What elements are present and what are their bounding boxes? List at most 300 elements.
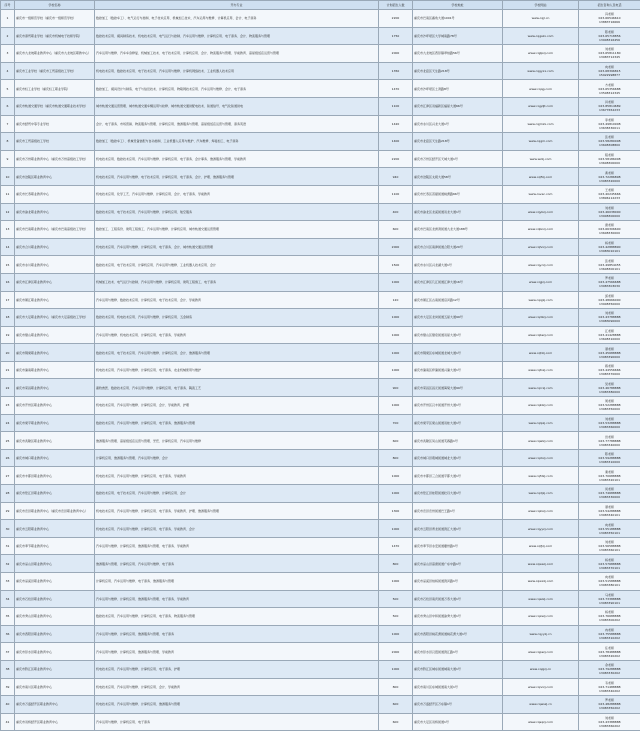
- school-name: 重庆市武隆区职业教育中心: [15, 432, 95, 450]
- plan-count: 1470: [379, 80, 413, 98]
- contact: 向老师 023-55188888 13983350101: [579, 520, 640, 538]
- school-name: 重庆市长寿职业教育中心: [15, 185, 95, 203]
- plan-count: 1100: [379, 185, 413, 203]
- website[interactable]: www.cqqjzj.com: [503, 291, 579, 309]
- majors: 数控技术应用、电子技术应用、计算机应用、汽车运用与维修、工业机器人技术应用、会计: [95, 256, 379, 274]
- plan-count: 600: [379, 696, 413, 714]
- majors: 汽车运用与维修、数控技术应用、计算机应用、电子技术应用、会计、学前教育: [95, 291, 379, 309]
- website[interactable]: www.cqdzzj.com: [503, 309, 579, 327]
- plan-count: 400: [379, 203, 413, 221]
- row-index: 8: [1, 133, 15, 151]
- contact: 韦老师 023-71488888 13983340202: [579, 678, 640, 696]
- website[interactable]: www.cqlpzj.com: [503, 414, 579, 432]
- address: 重庆市垫江县桂阳街道牡丹大道1号: [413, 485, 503, 503]
- school-name: 重庆市石柱县职业教育中心: [15, 590, 95, 608]
- table-row: [1, 326, 640, 344]
- school-name: 重庆市云阳职业教育中心: [15, 520, 95, 538]
- majors: 计算机应用、旅游服务与管理、汽车运用与维修、会计: [95, 449, 379, 467]
- website[interactable]: www.cqtnzj.com: [503, 361, 579, 379]
- website[interactable]: www.cqgm.com: [503, 133, 579, 151]
- website[interactable]: www.cqwszj.cn: [503, 696, 579, 714]
- row-index: 31: [1, 537, 15, 555]
- header-row: [1, 1, 640, 10]
- website[interactable]: www.cqjlpzj.com: [503, 45, 579, 63]
- school-name: 重庆市梁平职业教育中心: [15, 414, 95, 432]
- website[interactable]: www.cqfdzj.com: [503, 467, 579, 485]
- plan-count: 1500: [379, 256, 413, 274]
- address: 重庆市渝北区龙溪街道双龙大道1号: [413, 203, 503, 221]
- majors: 会计、电子商务、市场营销、物流服务与管理、计算机应用、旅游服务与管理、高星级饭店运营与管理、商务英语: [95, 115, 379, 133]
- row-index: 9: [1, 150, 15, 168]
- majors: 机电技术应用、汽车运用与维修、计算机应用、电子商务、学前教育、会计: [95, 520, 379, 538]
- address: 重庆市沙坪坝区大学城南路78号: [413, 27, 503, 45]
- contact: 程老师 023-58186008 13608300000: [579, 150, 640, 168]
- table-row: [1, 168, 640, 186]
- plan-count: 800: [379, 449, 413, 467]
- school-name: 重庆市轨道交通学校（重庆市轨道交通职业技术学校）: [15, 97, 95, 115]
- table-row: [1, 485, 640, 503]
- majors: 旅游服务与管理、高星级饭店运营与管理、烹饪、计算机应用、汽车运用与维修: [95, 432, 379, 450]
- school-name: 重庆市铜梁职业教育中心: [15, 344, 95, 362]
- plan-count: 500: [379, 608, 413, 626]
- plan-count: 600: [379, 221, 413, 239]
- table-row: [1, 27, 640, 45]
- contact: 刘老师 023-43388888 13983360202: [579, 713, 640, 731]
- table-row: [1, 555, 640, 573]
- plan-count: 2200: [379, 10, 413, 28]
- plan-count: 1350: [379, 62, 413, 80]
- contact: 杨老师 023-57688888 13983370101: [579, 555, 640, 573]
- row-index: 17: [1, 291, 15, 309]
- address: 重庆市酉阳县桃花源街道桃花源大道1号: [413, 625, 503, 643]
- address: 重庆市长寿区菩提街道桃源路66号: [413, 185, 503, 203]
- row-index: 38: [1, 660, 15, 678]
- majors: 机电技术应用、汽车运用与维修、计算机应用、电子商务、学前教育: [95, 467, 379, 485]
- row-index: 13: [1, 221, 15, 239]
- row-index: 15: [1, 256, 15, 274]
- address: 重庆市万盛经开区万东镇1号: [413, 696, 503, 714]
- row-index: 40: [1, 696, 15, 714]
- table-row: [1, 291, 640, 309]
- plan-count: 1000: [379, 520, 413, 538]
- website[interactable]: www.cqhczj.com: [503, 238, 579, 256]
- majors: 汽车运用与维修、计算机应用、旅游服务与管理、电子商务、学前教育: [95, 537, 379, 555]
- table-row: [1, 573, 640, 591]
- address: 重庆市奉节县永安街道夔州路1号: [413, 537, 503, 555]
- majors: 旅游服务与管理、计算机应用、汽车运用与维修、电子商务: [95, 555, 379, 573]
- address: 重庆市北碚区天生路218号: [413, 133, 503, 151]
- website[interactable]: www.cqsqzj.com: [503, 713, 579, 731]
- plan-count: 120: [379, 291, 413, 309]
- table-row: [1, 608, 640, 626]
- website[interactable]: www.cqbszj.com: [503, 326, 579, 344]
- table-row: [1, 397, 640, 415]
- address: 重庆市南川区东城街道南大街1号: [413, 678, 503, 696]
- school-name: 重庆市经贸中等专业学校: [15, 115, 95, 133]
- majors: 数控加工、模具设计与制造、电子与信息技术、计算机应用、物联网技术应用、汽车运用与维修、会计、电子商务: [95, 80, 379, 98]
- table-row: [1, 238, 640, 256]
- school-name: 重庆市大足职业教育中心（重庆市大足高级技工学校）: [15, 309, 95, 327]
- website[interactable]: www.cqzxzj.com: [503, 502, 579, 520]
- row-index: 19: [1, 326, 15, 344]
- row-index: 6: [1, 97, 15, 115]
- header-plan: 计划招生人数: [379, 1, 413, 10]
- row-index: 24: [1, 414, 15, 432]
- contact: 谭老师 023-45688888 13983390000: [579, 344, 640, 362]
- majors: 城市轨道交通运营管理、城市轨道交通车辆运用与检修、城市轨道交通供配电技术、铁道信号、电气化铁道供电: [95, 97, 379, 115]
- contact: 黄老师 023-72286898 13983320000: [579, 168, 640, 186]
- contact: 冯老师 023-66546610 13883716666: [579, 10, 640, 28]
- website[interactable]: www.cqjjzj.com: [503, 273, 579, 291]
- row-index: 16: [1, 273, 15, 291]
- school-name: 重庆市酉阳县职业教育中心: [15, 625, 95, 643]
- address: 重庆市铜梁区东城街道龙城大道1号: [413, 344, 503, 362]
- plan-count: 1000: [379, 485, 413, 503]
- majors: 数控技术应用、机电技术应用、汽车运用与维修、计算机应用、五金制造: [95, 309, 379, 327]
- school-name: 重庆市巴南职业教育中心（重庆市巴南高级技工学校）: [15, 221, 95, 239]
- majors: 机电技术应用、汽车运用与维修、计算机应用、电子商务、护理: [95, 660, 379, 678]
- plan-count: 2000: [379, 45, 413, 63]
- contact: 陈老师 023-59288888 13983310000: [579, 449, 640, 467]
- header-address: 学校地址: [413, 1, 503, 10]
- website[interactable]: www.cqgszx.com: [503, 27, 579, 45]
- website[interactable]: www.cqyyzj.com: [503, 520, 579, 538]
- website[interactable]: www.cqnczj.com: [503, 678, 579, 696]
- table-row: [1, 713, 640, 731]
- table-row: [1, 678, 640, 696]
- website[interactable]: www.cqjl.cn: [503, 10, 579, 28]
- school-name: 重庆市渝北职业教育中心: [15, 203, 95, 221]
- contact: 田老师 023-77788888 13983340000: [579, 432, 640, 450]
- plan-count: 1000: [379, 273, 413, 291]
- majors: 数控加工（数控车工）、机械设备装配与自动控制、工业机器人应用与维护、汽车维修、焊接加工、电子商务: [95, 133, 379, 151]
- plan-count: 1000: [379, 361, 413, 379]
- contact: 李老师 023-49810908 13638330011: [579, 115, 640, 133]
- address: 重庆市大足区双桥街道1号: [413, 713, 503, 731]
- plan-count: 600: [379, 713, 413, 731]
- school-name: 重庆市双桥经开区职业教育中心: [15, 713, 95, 731]
- table-row: [1, 273, 640, 291]
- contact: 吴老师 023-46788888 13983380000: [579, 379, 640, 397]
- row-index: 3: [1, 45, 15, 63]
- row-index: 18: [1, 309, 15, 327]
- address: 重庆市潼南区梓潼街道兴潼大道1号: [413, 361, 503, 379]
- row-index: 11: [1, 185, 15, 203]
- address: 重庆市荣昌区昌元街道海棠大道99号: [413, 379, 503, 397]
- plan-count: 1000: [379, 326, 413, 344]
- table-row: [1, 150, 640, 168]
- header-majors: 开办专业: [95, 1, 379, 10]
- school-name: 重庆市奉节职业教育中心: [15, 537, 95, 555]
- school-name: 重庆市万州职业教育中心（重庆市万州高级技工学校）: [15, 150, 95, 168]
- school-name: 重庆市垫江县职业教育中心: [15, 485, 95, 503]
- table-row: [1, 10, 640, 28]
- majors: 机电技术应用、汽车运用与维修、计算机应用、电子商务、会计、城市轨道交通运营管理: [95, 238, 379, 256]
- row-index: 37: [1, 643, 15, 661]
- address: 重庆市云阳县青龙街道滨江大道1号: [413, 520, 503, 538]
- website[interactable]: www.cqrczj.com: [503, 379, 579, 397]
- majors: 数控技术应用、汽车运用与维修、计算机应用、电子商务、旅游服务与管理: [95, 414, 379, 432]
- contact: 蒋老师 023-44556666 13983370000: [579, 361, 640, 379]
- school-name: 重庆市巫溪县职业教育中心: [15, 573, 95, 591]
- majors: 汽车运用与维修、计算机应用、电子商务: [95, 713, 379, 731]
- majors: 数控技术应用、电子技术应用、汽车运用与维修、计算机应用、会计、旅游服务与管理: [95, 344, 379, 362]
- address: 重庆市永川区兴龙大道1号: [413, 115, 503, 133]
- row-index: 20: [1, 344, 15, 362]
- table-row: [1, 97, 640, 115]
- plan-count: 1000: [379, 573, 413, 591]
- majors: 数控技术应用、电子技术应用、汽车运用与维修、计算机应用、会计: [95, 485, 379, 503]
- school-name: 重庆市工贸高级技工学校: [15, 133, 95, 151]
- row-index: 23: [1, 397, 15, 415]
- website[interactable]: www.cqdjzj.com: [503, 485, 579, 503]
- row-index: 32: [1, 555, 15, 573]
- majors: 机电技术应用、化学工艺、汽车运用与维修、计算机应用、会计、电子商务、学前教育: [95, 185, 379, 203]
- plan-count: 1000: [379, 397, 413, 415]
- table-row: [1, 449, 640, 467]
- contact: 刘老师 023-46038000 13908300000: [579, 203, 640, 221]
- row-index: 41: [1, 713, 15, 731]
- table-row: [1, 696, 640, 714]
- table-row: [1, 414, 640, 432]
- address: 重庆市璧山区璧泉街道双星大道1号: [413, 326, 503, 344]
- website[interactable]: www.cqgyxx.com: [503, 62, 579, 80]
- plan-count: 600: [379, 432, 413, 450]
- majors: 机电技术应用、汽车运用与维修、计算机应用、电子商务、农业机械使用与维护: [95, 361, 379, 379]
- contact: 杨老师 023-76688888 13983300202: [579, 608, 640, 626]
- contact: 马老师 023-73388888 13983390101: [579, 590, 640, 608]
- address: 重庆市武隆区凤山街道芙蓉路1号: [413, 432, 503, 450]
- row-index: 30: [1, 520, 15, 538]
- row-index: 1: [1, 10, 15, 28]
- header-website: 学校网站: [503, 1, 579, 10]
- majors: 畜牧兽医、数控技术应用、汽车运用与维修、计算机应用、电子商务、陶瓷工艺: [95, 379, 379, 397]
- website[interactable]: www.cqflzj.com: [503, 168, 579, 186]
- website[interactable]: www.cqtlzj.com: [503, 344, 579, 362]
- row-index: 35: [1, 608, 15, 626]
- school-name: 重庆市荣昌职业教育中心: [15, 379, 95, 397]
- plan-count: 1000: [379, 625, 413, 643]
- majors: 机电技术应用、汽车运用与维修、计算机应用、会计、学前教育: [95, 678, 379, 696]
- school-name: 重庆市九龙坡职业教育中心（重庆市九龙坡区职教中心）: [15, 45, 95, 63]
- plan-count: 1100: [379, 97, 413, 115]
- school-name: 重庆市綦江职业教育中心: [15, 291, 95, 309]
- contact: 唐老师 023-66306600 13608330000: [579, 221, 640, 239]
- address: 重庆市涪陵区太极大道58号: [413, 168, 503, 186]
- table-row: [1, 309, 640, 327]
- plan-count: 1000: [379, 309, 413, 327]
- contact: 何老师 023-74688888 13983330000: [579, 485, 640, 503]
- header-school-name: 学校名称: [15, 1, 95, 10]
- plan-count: 1750: [379, 27, 413, 45]
- table-row: [1, 185, 640, 203]
- address: 重庆市城口县葛城街道城北大道1号: [413, 449, 503, 467]
- table-row: [1, 133, 640, 151]
- plan-count: 800: [379, 678, 413, 696]
- website[interactable]: www.wzzj.com: [503, 150, 579, 168]
- contact: 邱老师 023-48666000 13908350000: [579, 291, 640, 309]
- row-index: 33: [1, 573, 15, 591]
- address: 重庆市合川区南津街道合阳大道20号: [413, 238, 503, 256]
- address: 重庆市九龙坡区西彭镇翠柏路56号: [413, 45, 503, 63]
- header-index: 序号: [1, 1, 15, 10]
- table-row: [1, 115, 640, 133]
- table-row: [1, 502, 640, 520]
- contact: 江老师 023-41428888 13608310000: [579, 326, 640, 344]
- row-index: 7: [1, 115, 15, 133]
- majors: 机电技术应用、汽车运用与维修、计算机应用、会计、学前教育、护理: [95, 397, 379, 415]
- contact: 杨老师 023-42888890 13983010101: [579, 238, 640, 256]
- plan-count: 900: [379, 379, 413, 397]
- address: 重庆市丰都县三合街道平都大道1号: [413, 467, 503, 485]
- contact: 张老师 023-49854455 13608300101: [579, 256, 640, 274]
- plan-count: 2000: [379, 238, 413, 256]
- website[interactable]: www.cqjmzx.com: [503, 115, 579, 133]
- school-name: 重庆市忠县职业教育中心（重庆市忠县职业教育中心）: [15, 502, 95, 520]
- table-row: [1, 256, 640, 274]
- school-name: 重庆市涪陵区职业教育中心: [15, 168, 95, 186]
- majors: 计算机应用、汽车运用与维修、电子商务、旅游服务与管理: [95, 573, 379, 591]
- school-name: 重庆市城口职业教育中心: [15, 449, 95, 467]
- website[interactable]: www.cqyyzj.cn: [503, 625, 579, 643]
- row-index: 36: [1, 625, 15, 643]
- website[interactable]: www.cqckzj.com: [503, 449, 579, 467]
- contact: 周老师 023-52288888 13983350000: [579, 397, 640, 415]
- plan-count: 1470: [379, 537, 413, 555]
- website[interactable]: www.cqwxzj.com: [503, 573, 579, 591]
- table-row: [1, 379, 640, 397]
- table-row: [1, 537, 640, 555]
- website[interactable]: www.cqyczj.com: [503, 256, 579, 274]
- table-row: [1, 221, 640, 239]
- contact: 罗老师 023-47566688 13983303030: [579, 273, 640, 291]
- contact: 罗老师 023-48288888 13983350202: [579, 696, 640, 714]
- table-row: [1, 643, 640, 661]
- table-row: [1, 520, 640, 538]
- plan-count: 1000: [379, 344, 413, 362]
- table-row: [1, 590, 640, 608]
- contact: 秦老师 023-70688888 13983320101: [579, 467, 640, 485]
- majors: 机械加工技术、电气运行与控制、汽车运用与维修、计算机应用、建筑工程施工、电子商务: [95, 273, 379, 291]
- school-name: 重庆市商贸职业学校（重庆市机械电子技师学院）: [15, 27, 95, 45]
- address: 重庆市梁平区梁山街道双桂大道1号: [413, 414, 503, 432]
- address: 重庆市江津区几江街道江津大道16号: [413, 273, 503, 291]
- school-name: 重庆市秀山县职业教育中心: [15, 608, 95, 626]
- contact: 刘老师 023-65811180 13983712345: [579, 45, 640, 63]
- school-name: 重庆市黔江区职业教育中心: [15, 660, 95, 678]
- website[interactable]: www.cqszzj.com: [503, 590, 579, 608]
- majors: 汽车运用与维修、计算机应用、旅游服务与管理、电子商务、学前教育: [95, 590, 379, 608]
- address: 重庆市石柱县南宾街道万寿大道1号: [413, 590, 503, 608]
- table-row: [1, 344, 640, 362]
- school-name: 重庆市潼南职业教育中心: [15, 361, 95, 379]
- plan-count: 700: [379, 414, 413, 432]
- contact: 冉老师 023-75588888 13983310202: [579, 625, 640, 643]
- majors: 数控技术应用、模具制造技术、机电技术应用、电气运行与控制、汽车运用与维修、计算机应用、电子商务、会计、物流服务与管理: [95, 27, 379, 45]
- plan-count: 800: [379, 555, 413, 573]
- address: 重庆市綦江区古南街道沿河路12号: [413, 291, 503, 309]
- row-index: 5: [1, 80, 15, 98]
- majors: 机电技术应用、数控技术应用、电子技术应用、汽车运用与维修、计算机网络技术、工业机器人技术应用: [95, 62, 379, 80]
- table-row: [1, 432, 640, 450]
- contact: 任老师 023-78488888 13983320202: [579, 643, 640, 661]
- address: 重庆市巫山县高唐街道广东中路1号: [413, 555, 503, 573]
- address: 重庆市开州区汉丰街道开州大道1号: [413, 397, 503, 415]
- table-row: [1, 80, 640, 98]
- row-index: 39: [1, 678, 15, 696]
- plan-count: 2200: [379, 150, 413, 168]
- row-index: 14: [1, 238, 15, 256]
- majors: 机电技术应用、汽车运用与维修、计算机应用、电子商务、学前教育、护理、旅游服务与管理: [95, 502, 379, 520]
- website[interactable]: www.cqkzzj.com: [503, 397, 579, 415]
- majors: 汽车运用与维修、计算机应用、旅游服务与管理、电子商务: [95, 625, 379, 643]
- plan-count: 1000: [379, 660, 413, 678]
- website[interactable]: www.cqxszj.com: [503, 608, 579, 626]
- contact: 向老师 023-51588888 13983380101: [579, 573, 640, 591]
- table-row: [1, 660, 640, 678]
- table-row: [1, 467, 640, 485]
- row-index: 28: [1, 485, 15, 503]
- row-index: 25: [1, 432, 15, 450]
- website[interactable]: www.cqwlzj.com: [503, 432, 579, 450]
- school-name: 重庆市工业学校（重庆市工贸高级技工学校）: [15, 62, 95, 80]
- website[interactable]: www.cqbnzj.com: [503, 221, 579, 239]
- website[interactable]: www.cqfjzj.com: [503, 537, 579, 555]
- table-body: [1, 10, 640, 731]
- majors: 汽车运用与维修、汽车车身修复、机械加工技术、电子技术应用、计算机应用、会计、物流服务与管理、学前教育、高星级饭店运营与管理: [95, 45, 379, 63]
- table-row: [1, 361, 640, 379]
- address: 重庆市忠县忠州街道巴王路1号: [413, 502, 503, 520]
- school-name: 重庆市开州区职业教育中心: [15, 397, 95, 415]
- school-name: 重庆市彭水县职业教育中心: [15, 643, 95, 661]
- majors: 数控技术应用、电子技术应用、汽车运用与维修、计算机应用、航空服务: [95, 203, 379, 221]
- website[interactable]: www.cqwszj.com: [503, 555, 579, 573]
- school-name: 重庆市巫山县职业教育中心: [15, 555, 95, 573]
- website[interactable]: www.csvec.com: [503, 185, 579, 203]
- header-contact: 招生咨询人及电话: [579, 1, 640, 10]
- row-index: 22: [1, 379, 15, 397]
- address: 重庆市巴南区鹿角大道1001号: [413, 10, 503, 28]
- plan-count: 500: [379, 590, 413, 608]
- website[interactable]: www.cqgdjt.com: [503, 97, 579, 115]
- website[interactable]: www.cqqg.com: [503, 80, 579, 98]
- address: 重庆市彭水县汉葭街道滨江路1号: [413, 643, 503, 661]
- majors: 数控加工、工程造价、建筑工程施工、汽车运用与维修、计算机应用、城市轨道交通运营管理: [95, 221, 379, 239]
- school-name: 重庆市永川职业教育中心: [15, 256, 95, 274]
- row-index: 4: [1, 62, 15, 80]
- plan-count: 1400: [379, 133, 413, 151]
- row-index: 10: [1, 168, 15, 186]
- address: 重庆市巴南区龙洲湾街道九龙大道188号: [413, 221, 503, 239]
- majors: 汽车运用与维修、计算机应用、旅游服务与管理、学前教育: [95, 643, 379, 661]
- address: 重庆市秀山县中和街道渝秀大道1号: [413, 608, 503, 626]
- website[interactable]: www.cqqjzj.cn: [503, 660, 579, 678]
- majors: 数控技术应用、汽车运用与维修、计算机应用、电子商务、物流服务与管理: [95, 608, 379, 626]
- row-index: 2: [1, 27, 15, 45]
- website[interactable]: www.cqpszj.com: [503, 643, 579, 661]
- plan-count: 1000: [379, 467, 413, 485]
- contact: 余老师 023-79288888 13983330202: [579, 660, 640, 678]
- school-name: 重庆市合川职业教育中心: [15, 238, 95, 256]
- website[interactable]: www.cqybzj.com: [503, 203, 579, 221]
- contact: 肖老师 023-85814689 13677652233: [579, 97, 640, 115]
- contact: 谭老师 023-54288888 13983340101: [579, 502, 640, 520]
- table-row: [1, 625, 640, 643]
- majors: 机电技术应用、汽车运用与维修、计算机应用、旅游服务与管理: [95, 696, 379, 714]
- school-name: 重庆市万盛经开区职业教育中心: [15, 696, 95, 714]
- address: 重庆市大足区龙岗街道五星大道99号: [413, 309, 503, 327]
- plan-count: 2000: [379, 643, 413, 661]
